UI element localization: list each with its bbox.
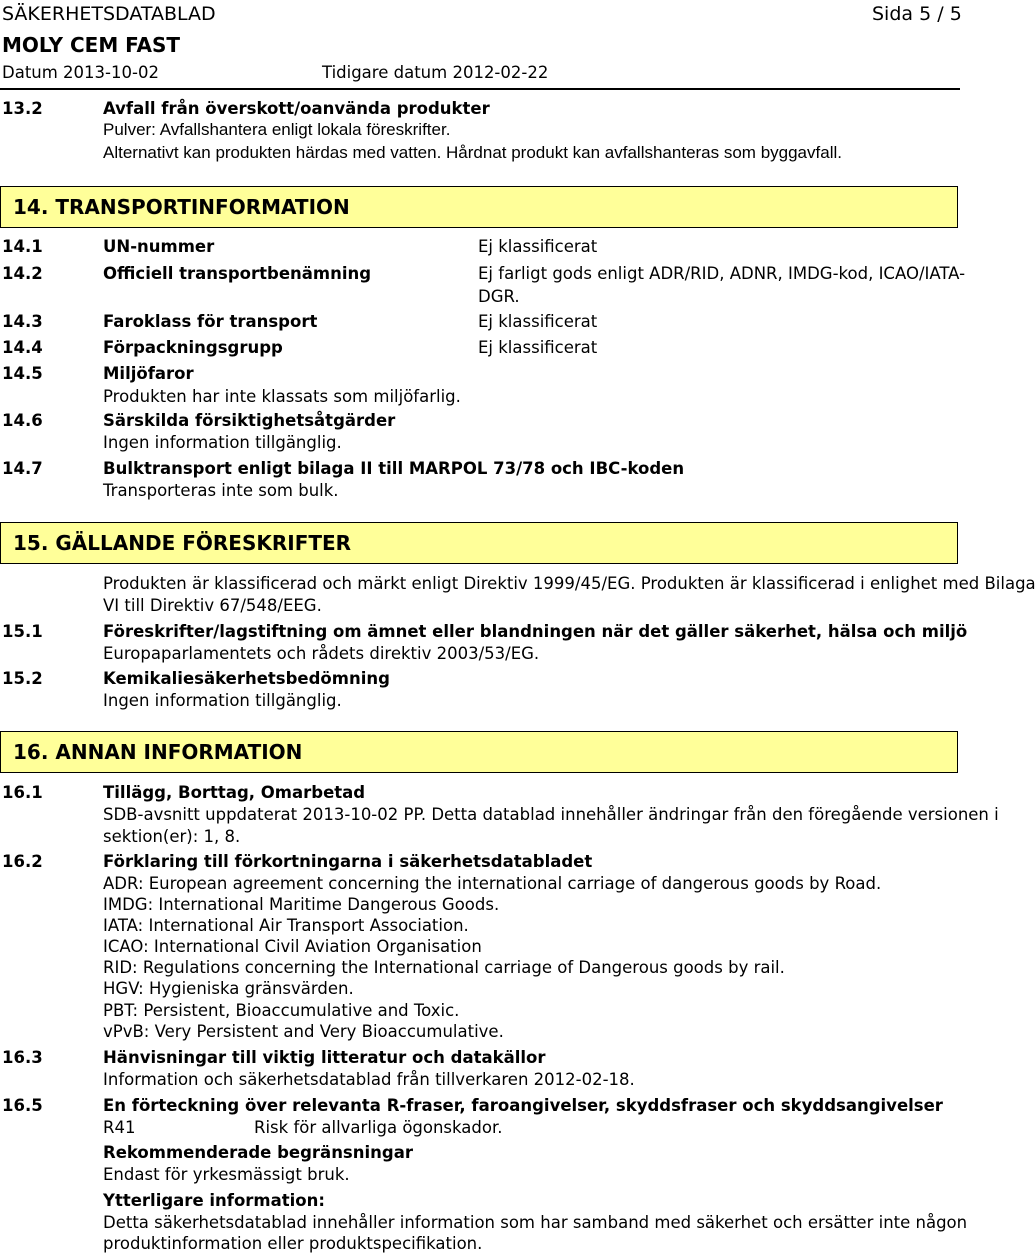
section-number: 13.2 [2, 99, 43, 118]
abbreviation-item: IATA: International Air Transport Association. [103, 916, 469, 935]
restrictions-text: Endast för yrkesmässigt bruk. [103, 1165, 350, 1184]
abbreviation-item: IMDG: International Maritime Dangerous Goods. [103, 895, 500, 914]
subsection-label: Bulktransport enligt bilaga II till MARPOL 73/78 och IBC-koden [103, 459, 685, 478]
restrictions-label: Rekommenderade begränsningar [103, 1143, 413, 1162]
abbreviation-item: vPvB: Very Persistent and Very Bioaccumulative. [103, 1022, 504, 1041]
additional-info-label: Ytterligare information: [103, 1191, 325, 1210]
body-text: SDB-avsnitt uppdaterat 2013-10-02 PP. Detta datablad innehåller ändringar från den föregående versionen i [103, 805, 999, 824]
page-separator: / [937, 3, 944, 25]
subsection-number: 15.1 [2, 622, 43, 641]
body-text: Produkten har inte klassats som miljöfarlig. [103, 387, 461, 406]
subsection-label: Faroklass för transport [103, 312, 318, 331]
page-total: 5 [949, 3, 962, 25]
page-number [872, 3, 962, 25]
section-heading-text: 15. GÄLLANDE FÖRESKRIFTER [13, 531, 352, 555]
body-text: Transporteras inte som bulk. [103, 481, 339, 500]
section-heading-16 [0, 731, 958, 773]
section-heading-text: 14. TRANSPORTINFORMATION [13, 195, 350, 219]
abbreviation-item: ADR: European agreement concerning the international carriage of dangerous goods by Road. [103, 874, 882, 893]
abbreviation-item: RID: Regulations concerning the International carriage of Dangerous goods by rail. [103, 958, 785, 977]
product-name: MOLY CEM FAST [2, 33, 181, 57]
body-text: Information och säkerhetsdatablad från tillverkaren 2012-02-18. [103, 1070, 635, 1089]
body-text: Europaparlamentets och rådets direktiv 2003/53/EG. [103, 644, 540, 663]
subsection-number: 14.5 [2, 364, 43, 383]
page-label: Sida [872, 3, 914, 25]
subsection-label: Förpackningsgrupp [103, 338, 283, 357]
subsection-value: DGR. [478, 287, 520, 306]
body-text: sektion(er): 1, 8. [103, 827, 241, 846]
body-text: Ingen information tillgänglig. [103, 433, 342, 452]
section-heading-15 [0, 522, 958, 564]
body-text: Alternativt kan produkten härdas med vatten. Hårdnat produkt kan avfallshanteras som byggavfall. [103, 143, 842, 162]
subsection-label: Föreskrifter/lagstiftning om ämnet eller blandningen när det gäller säkerhet, hälsa och miljö [103, 622, 968, 641]
subsection-label: Särskilda försiktighetsåtgärder [103, 411, 396, 430]
body-text: VI till Direktiv 67/548/EEG. [103, 596, 322, 615]
subsection-number: 14.6 [2, 411, 43, 430]
subsection-label: Kemikaliesäkerhetsbedömning [103, 669, 390, 688]
subsection-number: 16.5 [2, 1096, 43, 1115]
subsection-number: 16.2 [2, 852, 43, 871]
subsection-number: 14.4 [2, 338, 43, 357]
subsection-label: Officiell transportbenämning [103, 264, 372, 283]
subsection-label: En förteckning över relevanta R-fraser, faroangivelser, skyddsfraser och skyddsangivelser [103, 1096, 943, 1115]
subsection-label: Miljöfaror [103, 364, 194, 383]
subsection-label: UN-nummer [103, 237, 215, 256]
section-heading-text: 16. ANNAN INFORMATION [13, 740, 303, 764]
subsection-label: Tillägg, Borttag, Omarbetad [103, 783, 366, 802]
header-rule [0, 88, 960, 90]
subsection-number: 14.3 [2, 312, 43, 331]
body-text: Pulver: Avfallshantera enligt lokala föreskrifter. [103, 120, 451, 139]
subsection-number: 14.2 [2, 264, 43, 283]
page-current: 5 [919, 3, 932, 25]
additional-info-text: Detta säkerhetsdatablad innehåller information som har samband med säkerhet och ersätter inte någon [103, 1213, 968, 1232]
subsection-value: Ej klassificerat [478, 338, 598, 357]
document-type: SÄKERHETSDATABLAD [2, 3, 216, 25]
subsection-number: 16.3 [2, 1048, 43, 1067]
subsection-label: Förklaring till förkortningarna i säkerhetsdatabladet [103, 852, 593, 871]
subsection-number: 15.2 [2, 669, 43, 688]
subsection-number: 14.7 [2, 459, 43, 478]
abbreviation-item: ICAO: International Civil Aviation Organisation [103, 937, 482, 956]
subsection-value: Ej klassificerat [478, 312, 598, 331]
subsection-label: Hänvisningar till viktig litteratur och datakällor [103, 1048, 546, 1067]
additional-info-text: produktinformation eller produktspecifikation. [103, 1234, 483, 1253]
abbreviation-item: PBT: Persistent, Bioaccumulative and Toxic. [103, 1001, 460, 1020]
section-heading-14 [0, 186, 958, 228]
previous-date: Tidigare datum 2012-02-22 [322, 63, 549, 82]
body-text: Produkten är klassificerad och märkt enligt Direktiv 1999/45/EG. Produkten är klassificerad i enlighet med Bilaga [103, 574, 1036, 593]
subsection-number: 14.1 [2, 237, 43, 256]
revision-date: Datum 2013-10-02 [2, 63, 159, 82]
section-title: Avfall från överskott/oanvända produkter [103, 99, 490, 118]
r-phrase-code: R41 [103, 1118, 136, 1137]
r-phrase-text: Risk för allvarliga ögonskador. [254, 1118, 503, 1137]
body-text: Ingen information tillgänglig. [103, 691, 342, 710]
subsection-value: Ej farligt gods enligt ADR/RID, ADNR, IMDG-kod, ICAO/IATA- [478, 264, 966, 283]
subsection-value: Ej klassificerat [478, 237, 598, 256]
abbreviation-item: HGV: Hygieniska gränsvärden. [103, 979, 354, 998]
subsection-number: 16.1 [2, 783, 43, 802]
